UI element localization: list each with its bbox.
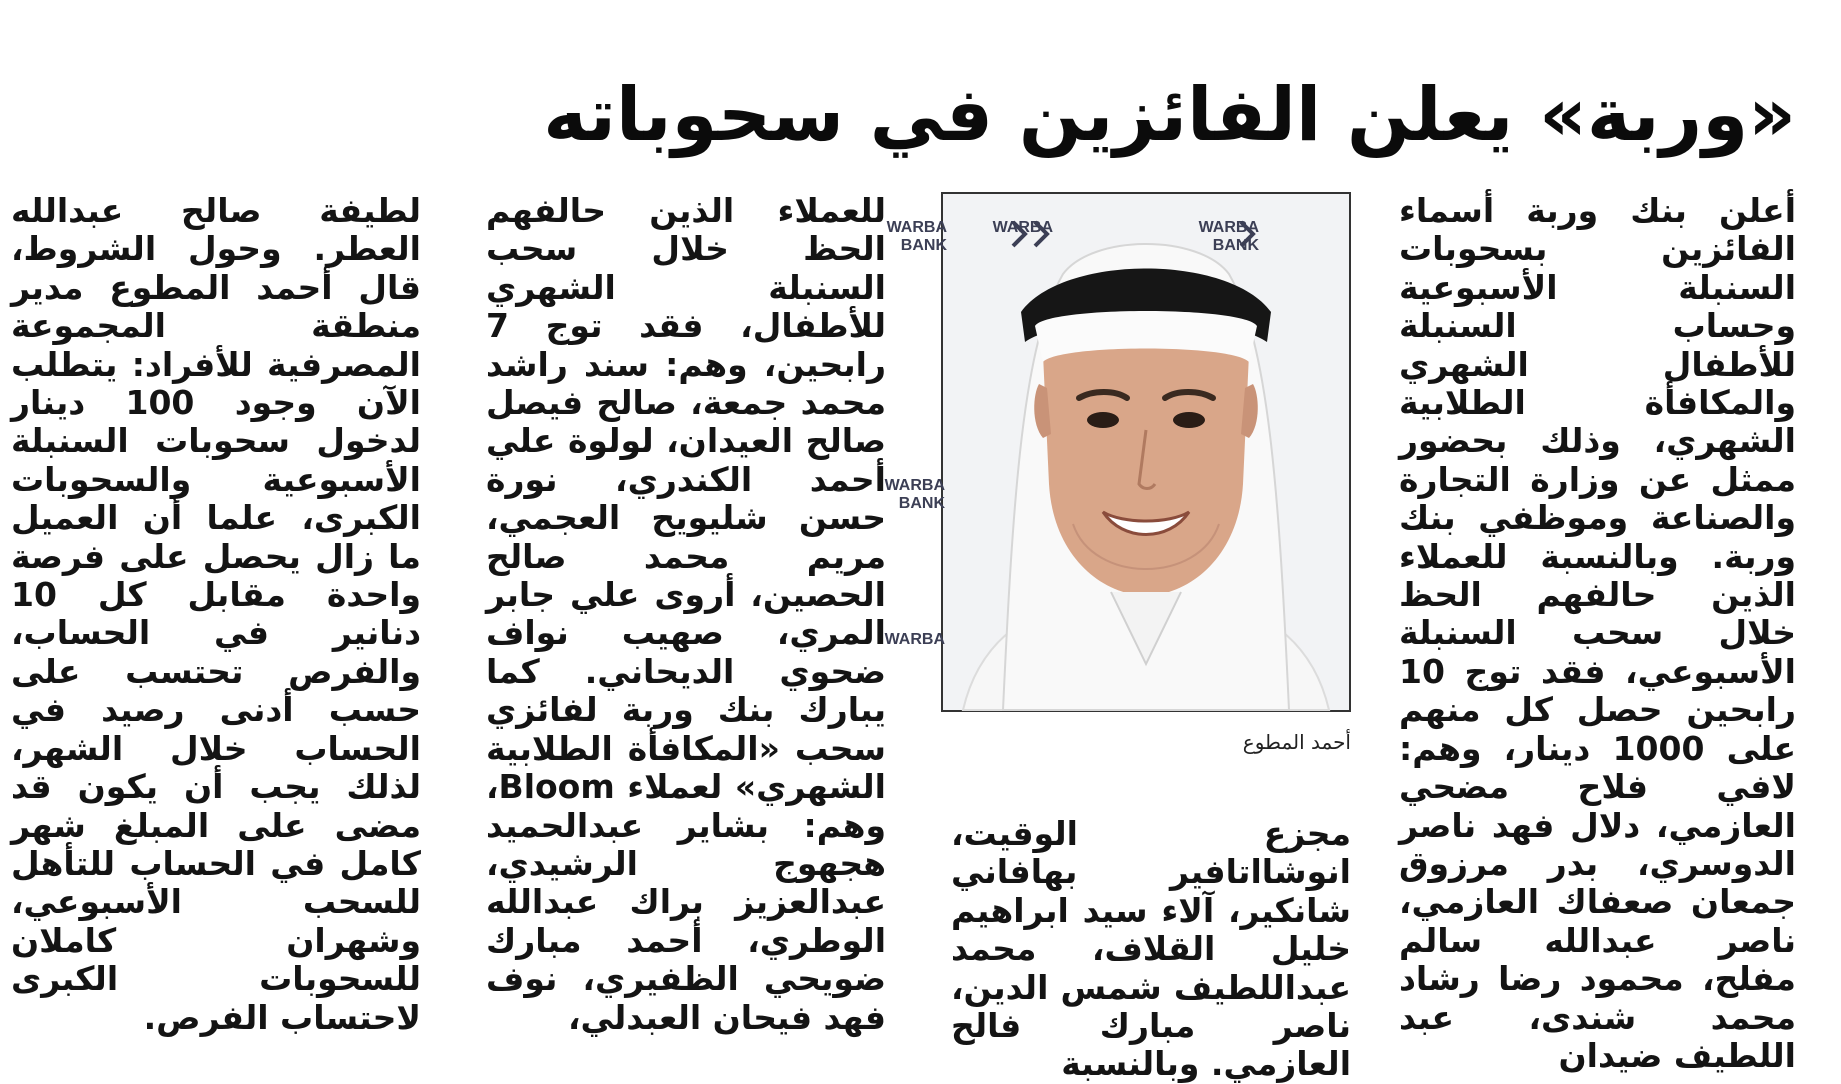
portrait-photo bbox=[884, 192, 1351, 712]
logo-text-warba: WARBA bbox=[884, 631, 945, 648]
logo-text-warba: WARBA bbox=[1198, 219, 1259, 236]
logo-text-warba: WARBA bbox=[886, 219, 947, 236]
article-column-1: أعلن بنك وربة أسماء الفائزين بسحوبات السنبلة الأسبوعية وحساب السنبلة للأطفال الشهري والمكافأة الطلابية الشهري، وذلك بحضور ممثل عن وزارة التجارة والصناعة وموظفي بنك وربة. وبالنسبة للعملاء الذين حالفهم الحظ خلال سحب السنبلة الأسبوعي، فقد توج 10 رابحين حصل كل منهم على 1000 دينار، وهم: لافي فلاح مضحي العازمي، دلال فهد ناصر الدوسري، بدر مرزوق جمعان صعفاك العازمي، ناصر عبدالله سالم مفلح، محمود رضا رشاد محمد شندى، عبد اللطيف ضيدان bbox=[1399, 191, 1797, 1075]
article-headline: «وربة» يعلن الفائزين في سحوباته bbox=[543, 72, 1796, 158]
logo-text-warba: WARBA bbox=[884, 477, 945, 494]
portrait-illustration bbox=[884, 194, 1349, 710]
photo-caption: أحمد المطوع bbox=[1242, 730, 1351, 754]
logo-text-bank: BANK bbox=[898, 495, 945, 512]
backdrop-logo-bottom-left bbox=[885, 631, 946, 648]
logo-text-bank: BANK bbox=[1212, 237, 1259, 254]
article-column-2: مجزع الوقيت، انوشااتافير بهافاني شانكير، آلاء سيد ابراهيم خليل القلاف، محمد عبداللطيف شمس الدين، ناصر مبارك فالح العازمي. وبالنسبة bbox=[951, 814, 1351, 1084]
article-column-4: لطيفة صالح عبدالله العطر. وحول الشروط، قال أحمد المطوع مدير منطقة المجموعة المصرفية للأفراد: يتطلب الآن وجود 100 دينار لدخول سحوبات السنبلة الأسبوعية والسحوبات الكبرى، علما أن العميل ما زال يحصل على فرصة واحدة مقابل كل 10 دنانير في الحساب، والفرص تحتسب على حسب أدنى رصيد في الحساب خلال الشهر، لذلك يجب أن يكون قد مضى على المبلغ شهر كامل في الحساب للتأهل للسحب الأسبوعي، وشهران كاملان للسحوبات الكبرى لاحتساب الفرص. bbox=[11, 191, 421, 1037]
logo-text-bank: BANK bbox=[900, 237, 947, 254]
article-column-3: للعملاء الذين حالفهم الحظ خلال سحب السنبلة الشهري للأطفال، فقد توج 7 رابحين، وهم: سند راشد محمد جمعة، صالح فيصل صالح العيدان، لولوة علي أحمد الكندري، نورة حسن شليويح العجمي، مريم محمد صالح الحصين، أروى علي جابر المري، صهيب نواف ضحوي الديحاني. كما يبارك بنك وربة لفائزي سحب «المكافأة الطلابية الشهري» لعملاء Bloom، وهم: بشاير عبدالحميد هجهوج الرشيدي، عبدالعزيز براك عبدالله الوطري، أحمد مبارك ضويحي الظفيري، نوف فهد فيحان العبدلي، bbox=[486, 191, 886, 1037]
backdrop-logo-mid-left bbox=[885, 477, 946, 512]
logo-text-warba: WARBA bbox=[992, 219, 1053, 236]
